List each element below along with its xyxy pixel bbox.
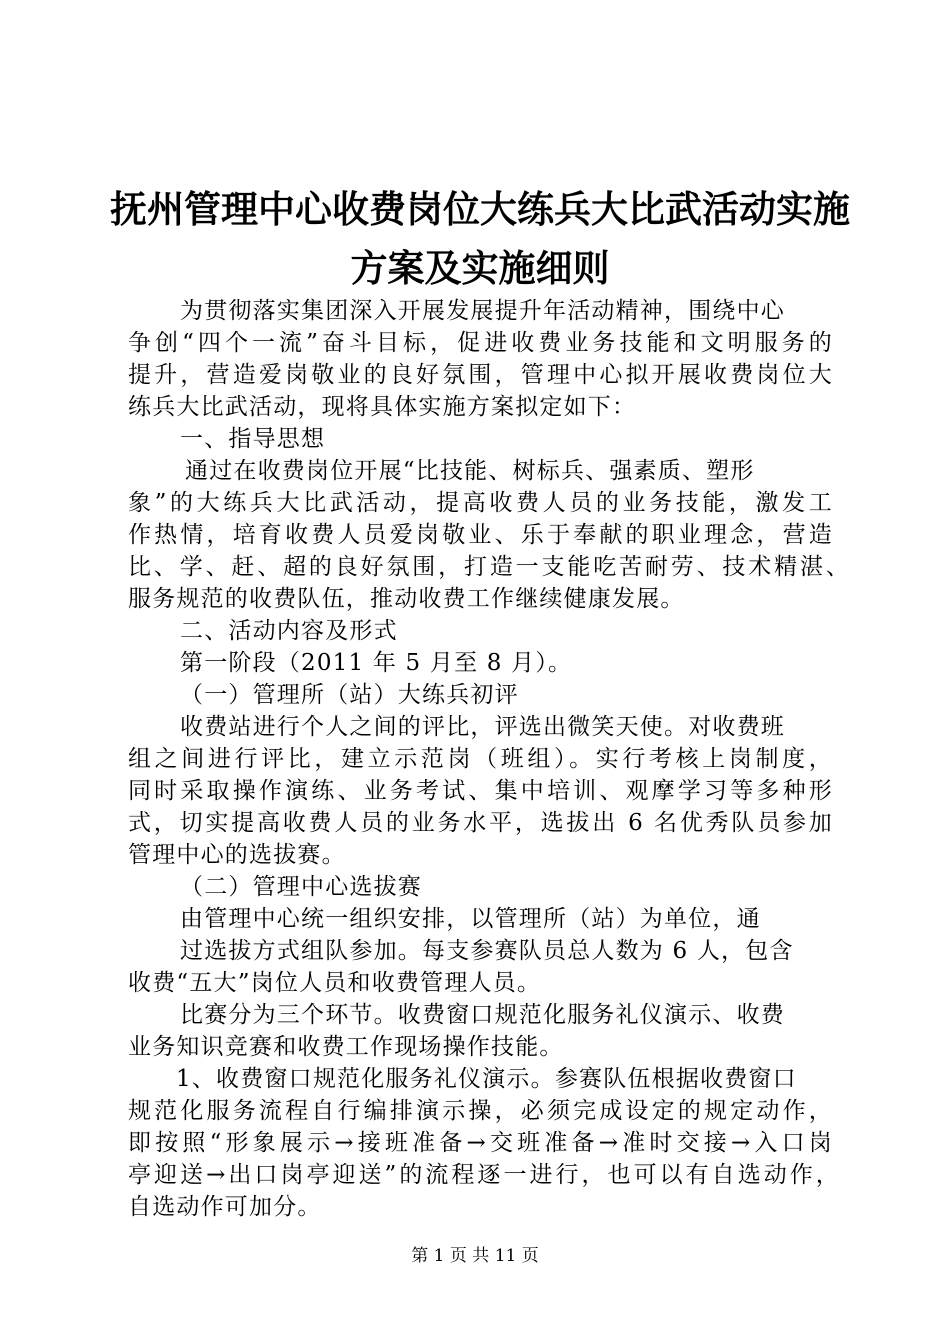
document-title-line-2: 方案及实施细则: [350, 247, 610, 290]
body-line: 亭迎送→出口岗亭迎送”的流程逐一进行，也可以有自选动作，: [128, 1162, 840, 1188]
body-line: 自选动作可加分。: [128, 1194, 322, 1220]
body-line: 比赛分为三个环节。收费窗口规范化服务礼仪演示、收费: [180, 1002, 785, 1028]
body-line: 收费站进行个人之间的评比，评选出微笑天使。对收费班: [180, 714, 785, 740]
body-line: 提升，营造爱岗敬业的良好氛围，管理中心拟开展收费岗位大: [128, 362, 833, 388]
phase-heading: 第一阶段（2011 年 5 月至 8 月）。: [180, 650, 573, 676]
body-line: 业务知识竞赛和收费工作现场操作技能。: [128, 1034, 564, 1060]
body-line: 服务规范的收费队伍，推动收费工作继续健康发展。: [128, 586, 685, 612]
body-line: 作热情，培育收费人员爱岗敬业、乐于奉献的职业理念，营造: [128, 522, 833, 548]
body-line: 式，切实提高收费人员的业务水平，选拔出 6 名优秀队员参加: [128, 810, 833, 836]
page-number-footer: 第 1 页 共 11 页: [411, 1246, 539, 1266]
body-line: 争创“四个一流”奋斗目标，促进收费业务技能和文明服务的: [128, 330, 833, 356]
body-line: 1、收费窗口规范化服务礼仪演示。参赛队伍根据收费窗口: [176, 1066, 797, 1092]
body-line: 组之间进行评比，建立示范岗（班组）。实行考核上岗制度，: [128, 746, 833, 772]
body-line: 规范化服务流程自行编排演示操，必须完成设定的规定动作，: [128, 1098, 833, 1124]
section-heading: 二、活动内容及形式: [180, 618, 398, 644]
document-title-line-1: 抚州管理中心收费岗位大练兵大比武活动实施: [110, 188, 850, 231]
body-line: 为贯彻落实集团深入开展发展提升年活动精神，围绕中心: [180, 298, 785, 324]
subsection-heading: （二）管理中心选拔赛: [180, 874, 422, 900]
section-heading: 一、指导思想: [180, 426, 326, 452]
body-line: 比、学、赶、超的良好氛围，打造一支能吃苦耐劳、技术精湛、: [128, 554, 850, 580]
body-line: 练兵大比武活动，现将具体实施方案拟定如下：: [128, 394, 637, 420]
body-line: 象”的大练兵大比武活动，提高收费人员的业务技能，激发工: [128, 490, 833, 516]
body-line: 即按照“形象展示→接班准备→交班准备→准时交接→入口岗: [128, 1130, 833, 1156]
subsection-heading: （一）管理所（站）大练兵初评: [180, 682, 519, 708]
body-line: 由管理中心统一组织安排，以管理所（站）为单位，通: [180, 906, 761, 932]
body-line: 通过在收费岗位开展“比技能、树标兵、强素质、塑形: [185, 458, 755, 484]
body-line: 收费“五大”岗位人员和收费管理人员。: [128, 970, 542, 996]
body-line: 过选拔方式组队参加。每支参赛队员总人数为 6 人，包含: [180, 938, 794, 964]
body-line: 同时采取操作演练、业务考试、集中培训、观摩学习等多种形: [128, 778, 833, 804]
body-line: 管理中心的选拔赛。: [128, 842, 346, 868]
